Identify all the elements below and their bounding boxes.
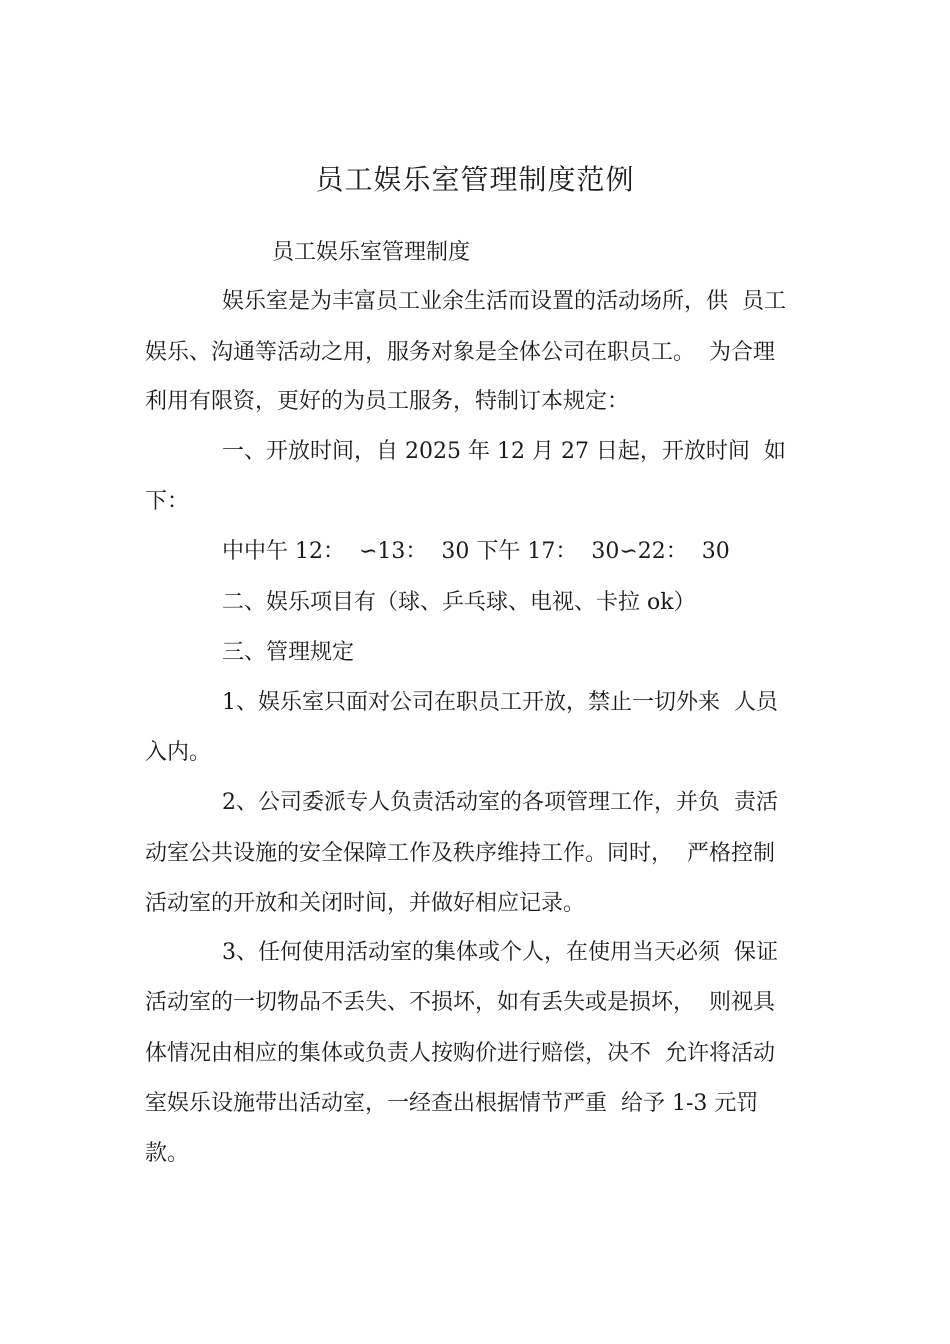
- section-heading: 三、管理规定: [222, 640, 355, 665]
- schedule-line: 中中午 12： ∽13： 30 下午 17： 30∽22： 30: [222, 539, 730, 564]
- paragraph-line: 一、开放时间，自 2025 年 12 月 27 日起，开放时间 如: [222, 439, 786, 464]
- paragraph-line: 款。: [145, 1141, 190, 1166]
- paragraph-line: 利用有限资，更好的为员工服务，特制订本规定：: [145, 389, 630, 414]
- document-title: 员工娱乐室管理制度范例: [315, 163, 635, 196]
- paragraph-line: 下：: [145, 489, 190, 514]
- paragraph-line: 室娱乐设施带出活动室，一经查出根据情节严重 给予 1-3 元罚: [145, 1091, 759, 1116]
- paragraph-line: 娱乐、沟通等活动之用，服务对象是全体公司在职员工。 为合理: [145, 340, 775, 365]
- paragraph-line: 体情况由相应的集体或负责人按购价进行赔偿，决不 允许将活动: [145, 1041, 775, 1066]
- paragraph-line: 活动室的开放和关闭时间，并做好相应记录。: [145, 891, 586, 916]
- paragraph-line: 娱乐室是为丰富员工业余生活而设置的活动场所，供 员工: [222, 289, 786, 314]
- paragraph-line: 3、任何使用活动室的集体或个人，在使用当天必须 保证: [222, 940, 778, 965]
- paragraph-line: 入内。: [145, 740, 212, 765]
- paragraph-line: 1、娱乐室只面对公司在职员工开放，禁止一切外来 人员: [222, 690, 778, 715]
- paragraph-line: 活动室的一切物品不丢失、不损坏，如有丢失或是损坏， 则视具: [145, 990, 775, 1015]
- paragraph-line: 动室公共设施的安全保障工作及秩序维持工作。同时， 严格控制: [145, 841, 775, 866]
- paragraph-line: 二、娱乐项目有（球、乒乓球、电视、卡拉 ok）: [222, 590, 696, 615]
- document-subtitle: 员工娱乐室管理制度: [272, 240, 471, 265]
- paragraph-line: 2、公司委派专人负责活动室的各项管理工作，并负 责活: [222, 790, 778, 815]
